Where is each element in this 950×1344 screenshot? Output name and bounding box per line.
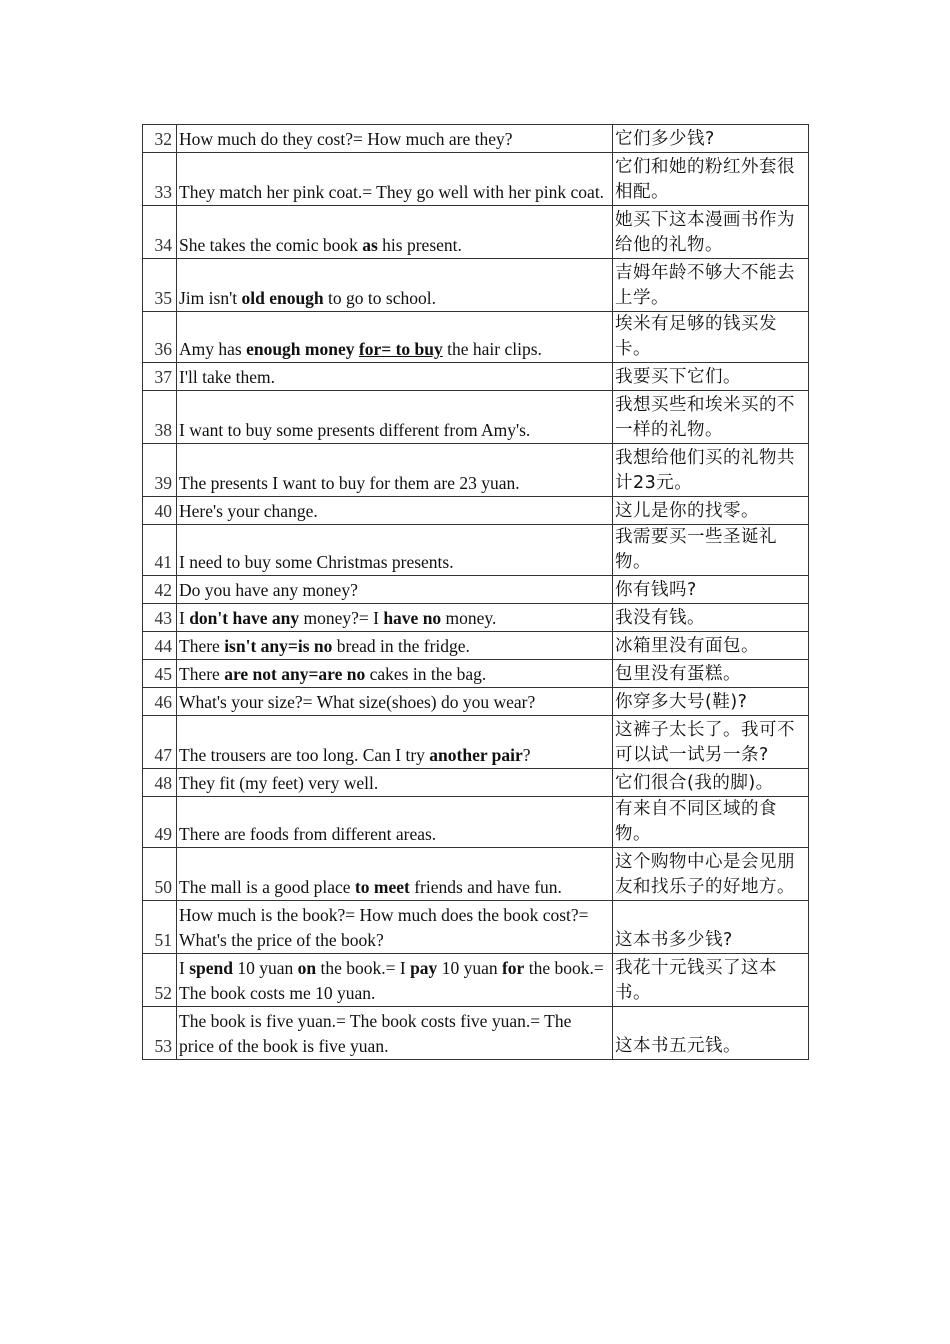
chinese-translation: 我需要买一些圣诞礼物。 (613, 525, 809, 576)
sentence-text: The trousers are too long. Can I try (179, 745, 430, 765)
english-sentence (177, 901, 613, 954)
sentence-text: The mall is a good place (179, 877, 355, 897)
bold-phrase: for (501, 958, 525, 978)
english-sentence (177, 848, 613, 901)
english-sentence (177, 497, 613, 525)
bold-phrase: another pair (429, 745, 523, 765)
chinese-translation: 这本书五元钱。 (613, 1007, 809, 1060)
sentence-text: She takes the comic book (179, 235, 363, 255)
bold-phrase: have no (383, 608, 442, 628)
sentence-text: 10 yuan (437, 958, 502, 978)
table-row (143, 716, 809, 769)
sentence-text: money?= I (299, 608, 384, 628)
bold-phrase: don't have any (189, 608, 300, 628)
sentence-text: the book.= I (316, 958, 411, 978)
english-sentence (177, 391, 613, 444)
row-number: 34 (143, 206, 177, 259)
sentence-text: Here's your change. (179, 501, 318, 521)
chinese-translation: 这本书多少钱? (613, 901, 809, 954)
row-number: 33 (143, 153, 177, 206)
row-number: 36 (143, 312, 177, 363)
table-row (143, 660, 809, 688)
sentence-text: Jim isn't (179, 288, 242, 308)
english-sentence (177, 153, 613, 206)
english-sentence (177, 576, 613, 604)
sentence-text: his present. (377, 235, 462, 255)
english-sentence (177, 604, 613, 632)
english-sentence (177, 206, 613, 259)
sentence-text: How much is the book?= How much does the book cost?= What's the price of the book? (179, 905, 589, 950)
table-row (143, 497, 809, 525)
sentence-text: friends and have fun. (409, 877, 562, 897)
row-number: 39 (143, 444, 177, 497)
row-number: 38 (143, 391, 177, 444)
english-sentence (177, 769, 613, 797)
row-number: 41 (143, 525, 177, 576)
row-number: 46 (143, 688, 177, 716)
row-number: 52 (143, 954, 177, 1007)
row-number: 49 (143, 797, 177, 848)
english-sentence (177, 632, 613, 660)
english-sentence (177, 363, 613, 391)
row-number: 47 (143, 716, 177, 769)
english-sentence (177, 259, 613, 312)
table-row (143, 848, 809, 901)
english-sentence (177, 688, 613, 716)
sentence-text: Do you have any money? (179, 580, 358, 600)
sentence-text: The presents I want to buy for them are 23 yuan. (179, 473, 520, 493)
row-number: 51 (143, 901, 177, 954)
chinese-translation: 我想给他们买的礼物共计23元。 (613, 444, 809, 497)
table-row (143, 259, 809, 312)
chinese-translation: 这裤子太长了。我可不可以试一试另一条? (613, 716, 809, 769)
sentence-text: bread in the fridge. (332, 636, 470, 656)
phrase-table (142, 124, 809, 1060)
table-row (143, 769, 809, 797)
chinese-translation: 这儿是你的找零。 (613, 497, 809, 525)
sentence-text: The book is five yuan.= The book costs five yuan.= The price of the book is five yuan. (179, 1011, 572, 1056)
table-row (143, 391, 809, 444)
chinese-translation: 它们和她的粉红外套很相配。 (613, 153, 809, 206)
chinese-translation: 她买下这本漫画书作为给他的礼物。 (613, 206, 809, 259)
chinese-translation: 我要买下它们。 (613, 363, 809, 391)
sentence-text: cakes in the bag. (365, 664, 487, 684)
row-number: 40 (143, 497, 177, 525)
table-row (143, 632, 809, 660)
bold-phrase: are not any=are no (224, 664, 366, 684)
row-number: 42 (143, 576, 177, 604)
sentence-text: I (179, 608, 190, 628)
sentence-text: They fit (my feet) very well. (179, 773, 379, 793)
chinese-translation: 吉姆年龄不够大不能去上学。 (613, 259, 809, 312)
bold-phrase: spend (189, 958, 233, 978)
sentence-text: I (179, 958, 190, 978)
sentence-text: money. (441, 608, 497, 628)
bold-phrase: to meet (354, 877, 410, 897)
table-row (143, 312, 809, 363)
table-row (143, 1007, 809, 1060)
table-row (143, 604, 809, 632)
table-row (143, 688, 809, 716)
sentence-text: ? (522, 745, 531, 765)
bold-phrase: pay (410, 958, 438, 978)
chinese-translation: 冰箱里没有面包。 (613, 632, 809, 660)
sentence-text: the hair clips. (442, 339, 542, 359)
chinese-translation: 我没有钱。 (613, 604, 809, 632)
bold-phrase: isn't any=is no (224, 636, 333, 656)
sentence-text: Amy has (179, 339, 247, 359)
chinese-translation: 它们多少钱? (613, 125, 809, 153)
row-number: 32 (143, 125, 177, 153)
english-sentence (177, 525, 613, 576)
sentence-text: There are foods from different areas. (179, 824, 437, 844)
english-sentence (177, 444, 613, 497)
row-number: 53 (143, 1007, 177, 1060)
table-row (143, 363, 809, 391)
bold-phrase: on (297, 958, 317, 978)
sentence-text: I'll take them. (179, 367, 275, 387)
table-row (143, 954, 809, 1007)
english-sentence (177, 660, 613, 688)
table-row (143, 444, 809, 497)
row-number: 44 (143, 632, 177, 660)
chinese-translation: 它们很合(我的脚)。 (613, 769, 809, 797)
table-row (143, 125, 809, 153)
sentence-text: to go to school. (323, 288, 436, 308)
sentence-text: I want to buy some presents different from Amy's. (179, 420, 531, 440)
row-number: 37 (143, 363, 177, 391)
english-sentence (177, 716, 613, 769)
sentence-text: There (179, 636, 225, 656)
row-number: 35 (143, 259, 177, 312)
table-row (143, 153, 809, 206)
table-row (143, 206, 809, 259)
row-number: 50 (143, 848, 177, 901)
phrase-table-body (143, 125, 809, 1060)
bold-phrase: as (362, 235, 378, 255)
row-number: 45 (143, 660, 177, 688)
sentence-text: How much do they cost?= How much are they? (179, 129, 513, 149)
sentence-text: They match her pink coat.= They go well with her pink coat. (179, 182, 605, 202)
sentence-text: the book.= The book costs me 10 yuan. (179, 958, 604, 1003)
row-number: 48 (143, 769, 177, 797)
row-number: 43 (143, 604, 177, 632)
chinese-translation: 我花十元钱买了这本书。 (613, 954, 809, 1007)
chinese-translation: 我想买些和埃米买的不一样的礼物。 (613, 391, 809, 444)
chinese-translation: 有来自不同区域的食物。 (613, 797, 809, 848)
english-sentence (177, 1007, 613, 1060)
english-sentence (177, 125, 613, 153)
chinese-translation: 你穿多大号(鞋)? (613, 688, 809, 716)
table-row (143, 576, 809, 604)
chinese-translation: 包里没有蛋糕。 (613, 660, 809, 688)
chinese-translation: 你有钱吗? (613, 576, 809, 604)
table-row (143, 901, 809, 954)
sentence-text: I need to buy some Christmas presents. (179, 552, 454, 572)
english-sentence (177, 312, 613, 363)
sentence-text: 10 yuan (232, 958, 298, 978)
chinese-translation: 这个购物中心是会见朋友和找乐子的好地方。 (613, 848, 809, 901)
bold-phrase: for= to buy (358, 339, 443, 359)
bold-phrase: enough money (246, 339, 355, 359)
english-sentence (177, 954, 613, 1007)
english-sentence (177, 797, 613, 848)
table-row (143, 797, 809, 848)
chinese-translation: 埃米有足够的钱买发卡。 (613, 312, 809, 363)
sentence-text: What's your size?= What size(shoes) do you wear? (179, 692, 536, 712)
bold-phrase: old enough (241, 288, 324, 308)
table-row (143, 525, 809, 576)
sentence-text: There (179, 664, 225, 684)
